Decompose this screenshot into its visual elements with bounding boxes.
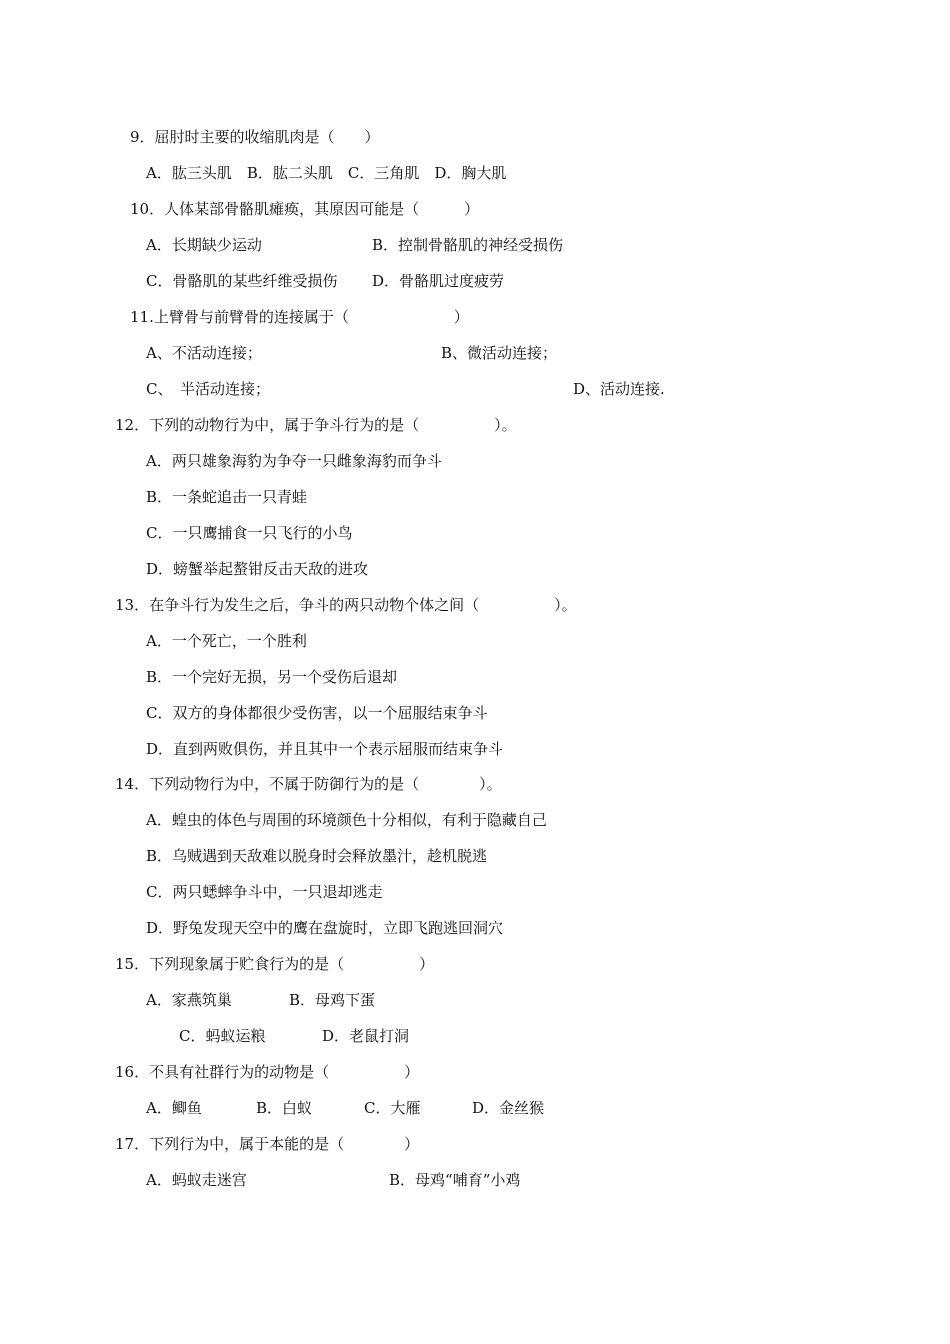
- question-14-option-b: B．乌贼遇到天敌难以脱身时会释放墨汁，趁机脱逃: [146, 847, 488, 865]
- question-15-option-a: A．家燕筑巢: [146, 991, 232, 1009]
- question-16-option-c: C．大雁: [364, 1099, 421, 1117]
- question-14-option-d: D．野兔发现天空中的鹰在盘旋时，立即飞跑逃回洞穴: [146, 919, 504, 937]
- question-13-option-a: A．一个死亡，一个胜利: [146, 632, 307, 650]
- question-11-option-c: C、 半活动连接；: [146, 380, 270, 398]
- question-14-stem: 14．下列动物行为中，不属于防御行为的是（ ）。: [115, 775, 502, 793]
- question-12-stem: 12．下列的动物行为中，属于争斗行为的是（ ）。: [115, 416, 517, 434]
- question-10-option-c: C．骨骼肌的某些纤维受损伤: [146, 272, 338, 290]
- question-15-stem: 15．下列现象属于贮食行为的是（ ）: [115, 955, 435, 973]
- question-10-option-d: D．骨骼肌过度疲劳: [372, 272, 505, 290]
- question-17-option-b: B．母鸡“哺育”小鸡: [389, 1171, 521, 1189]
- question-9-options: A．肱三头肌 B．肱二头肌 C．三角肌 D．胸大肌: [146, 164, 507, 182]
- question-11-option-d: D、活动连接.: [573, 380, 665, 398]
- question-16-option-d: D．金丝猴: [472, 1099, 545, 1117]
- question-11-option-a: A、不活动连接；: [146, 344, 262, 362]
- question-16-option-b: B．白蚁: [256, 1099, 313, 1117]
- question-12-option-a: A．两只雄象海豹为争夺一只雌象海豹而争斗: [146, 452, 442, 470]
- question-10-option-b: B．控制骨骼肌的神经受损伤: [372, 236, 564, 254]
- question-10-stem: 10．人体某部骨骼肌瘫痪，其原因可能是（ ）: [130, 200, 480, 218]
- question-13-option-d: D．直到两败俱伤，并且其中一个表示屈服而结束争斗: [146, 740, 504, 758]
- question-10-option-a: A．长期缺少运动: [146, 236, 262, 254]
- question-12-option-b: B．一条蛇追击一只青蛙: [146, 488, 308, 506]
- question-9-stem: 9．屈肘时主要的收缩肌肉是（ ）: [130, 128, 380, 146]
- question-13-option-b: B．一个完好无损，另一个受伤后退却: [146, 668, 398, 686]
- question-16-stem: 16．不具有社群行为的动物是（ ）: [115, 1063, 420, 1081]
- question-15-option-c: C．蚂蚁运粮: [179, 1027, 266, 1045]
- question-17-option-a: A．蚂蚁走迷宫: [146, 1171, 247, 1189]
- question-12-option-d: D．螃蟹举起螯钳反击天敌的进攻: [146, 560, 369, 578]
- question-13-option-c: C．双方的身体都很少受伤害，以一个屈服结束争斗: [146, 704, 488, 722]
- question-13-stem: 13．在争斗行为发生之后，争斗的两只动物个体之间（ ）。: [115, 596, 577, 614]
- question-11-stem: 11.上臂骨与前臂骨的连接属于（ ）: [130, 308, 469, 326]
- question-11-option-b: B、微活动连接；: [441, 344, 558, 362]
- question-16-option-a: A．鲫鱼: [146, 1099, 202, 1117]
- question-15-option-b: B．母鸡下蛋: [289, 991, 376, 1009]
- question-12-option-c: C．一只鹰捕食一只飞行的小鸟: [146, 524, 353, 542]
- question-15-option-d: D．老鼠打洞: [322, 1027, 410, 1045]
- question-17-stem: 17．下列行为中，属于本能的是（ ）: [115, 1135, 420, 1153]
- question-14-option-c: C．两只蟋蟀争斗中，一只退却逃走: [146, 883, 383, 901]
- question-14-option-a: A．蝗虫的体色与周围的环境颜色十分相似，有利于隐藏自己: [146, 811, 547, 829]
